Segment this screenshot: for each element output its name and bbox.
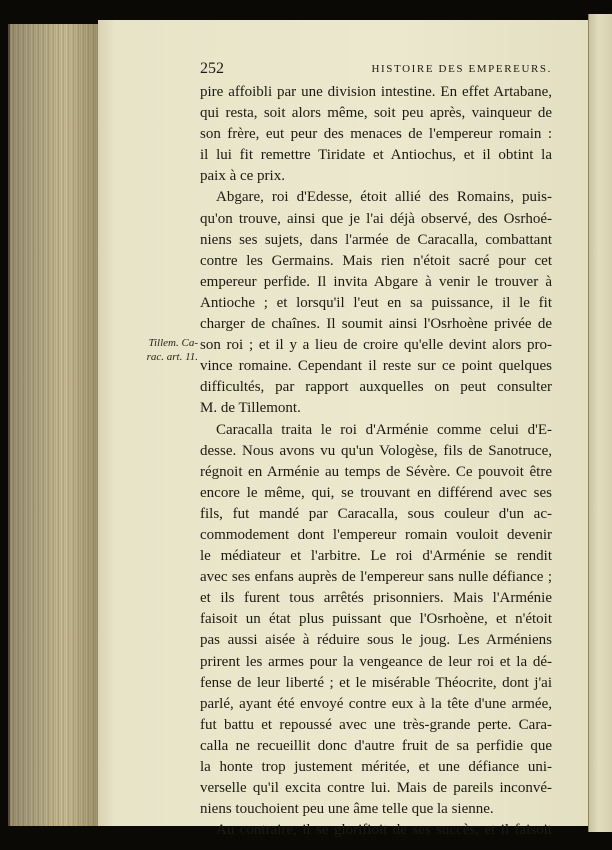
text-line: régnoit en Arménie au temps de Sévère. Ce pouvoit être	[200, 463, 552, 480]
text-line: niens ses sujets, dans l'armée de Caracalla, combattant	[200, 231, 552, 248]
text-line: il lui fit remettre Tiridate et Antiochus, et il obtint la	[200, 147, 552, 164]
text-line: Antioche ; et lorsqu'il l'eut en sa puissance, il le fit	[200, 294, 552, 311]
facing-page-edge	[588, 14, 612, 832]
text-line: son roi ; et il y a lieu de croire qu'elle devint alors pro-	[200, 337, 552, 354]
text-line: qu'on trouve, ainsi que je l'ai déjà observé, des Osrhoé-	[200, 210, 552, 227]
text-line: prirent les armes pour la vengeance de leur roi et la dé-	[200, 653, 552, 670]
text-line: M. de Tillemont.	[200, 400, 301, 417]
text-line: desse. Nous avons vu qu'un Vologèse, fils de Sanotruce,	[200, 442, 552, 459]
text-line: paix à ce prix.	[200, 168, 285, 185]
text-line: encore le même, qui, se trouvant en différend avec ses	[200, 484, 552, 501]
text-line: niens touchoient peu une âme telle que la sienne.	[200, 801, 494, 818]
text-line: calla ne recueillit donc d'autre fruit de sa perfidie que	[200, 737, 552, 754]
text-line: et ils furent tous arrêtés prisonniers. Mais l'Arménie	[200, 590, 552, 607]
text-line: parlé, ayant été envoyé contre eux à la tête d'une armée,	[200, 695, 552, 712]
text-line: la honte trop justement méritée, et une défiance uni-	[200, 759, 552, 775]
page-header	[200, 60, 552, 80]
text-line: commodement dont l'empereur romain vouloit devenir	[200, 526, 552, 543]
margin-note-line: Tillem. Ca-	[148, 337, 198, 349]
text-line: pire affoibli par une division intestine. En effet Artabane,	[200, 84, 552, 100]
text-line: charger de chaînes. Il soumit ainsi l'Osrhoène privée de	[200, 316, 552, 333]
page-stack-shadow	[8, 24, 104, 826]
text-line: le médiateur et l'arbitre. Le roi d'Arménie se rendit	[200, 548, 552, 565]
running-head: HISTOIRE DES EMPEREURS.	[371, 63, 552, 75]
text-line: contre les Germains. Mais rien n'étoit sacré pour cet	[200, 252, 552, 269]
margin-note-line: rac. art. 11.	[146, 351, 198, 363]
text-line: fils, fut mandé par Caracalla, sous couleur d'un ac-	[200, 505, 552, 522]
text-line: Abgare, roi d'Edesse, étoit allié des Romains, puis-	[216, 189, 552, 206]
text-line: vince romaine. Cependant il reste sur ce point quelques	[200, 358, 552, 375]
margin-note	[136, 336, 198, 364]
text-line: fense de leur liberté ; et le misérable Théocrite, dont j'ai	[200, 674, 552, 691]
text-line: faisoit un état plus puissant que l'Osrhoène, et n'étoit	[200, 611, 552, 628]
text-line: pas aussi aisée à réduire sous le joug. Les Arméniens	[200, 632, 552, 649]
text-line: empereur perfide. Il invita Abgare à venir le trouver à	[200, 273, 552, 290]
text-line: avec ses enfans auprès de l'empereur sans nulle défiance ;	[200, 569, 552, 586]
text-line: difficultés, par rapport auxquelles on peut consulter	[200, 379, 552, 396]
body-text	[200, 82, 552, 841]
text-line: verselle qu'il excita contre lui. Mais de pareils inconvé-	[200, 780, 552, 797]
text-line: Caracalla traita le roi d'Arménie comme celui d'E-	[216, 421, 552, 438]
text-line: fut battu et repoussé avec une très-grande perte. Cara-	[200, 716, 552, 733]
text-line: qui resta, soit alors même, soit peu après, vainqueur de	[200, 105, 552, 122]
text-line: son frère, eut peur des menaces de l'empereur romain :	[200, 126, 552, 143]
page-number: 252	[200, 60, 224, 77]
text-line: Au contraire, il se glorifioit de ses succès, et il faisoit	[216, 822, 552, 839]
